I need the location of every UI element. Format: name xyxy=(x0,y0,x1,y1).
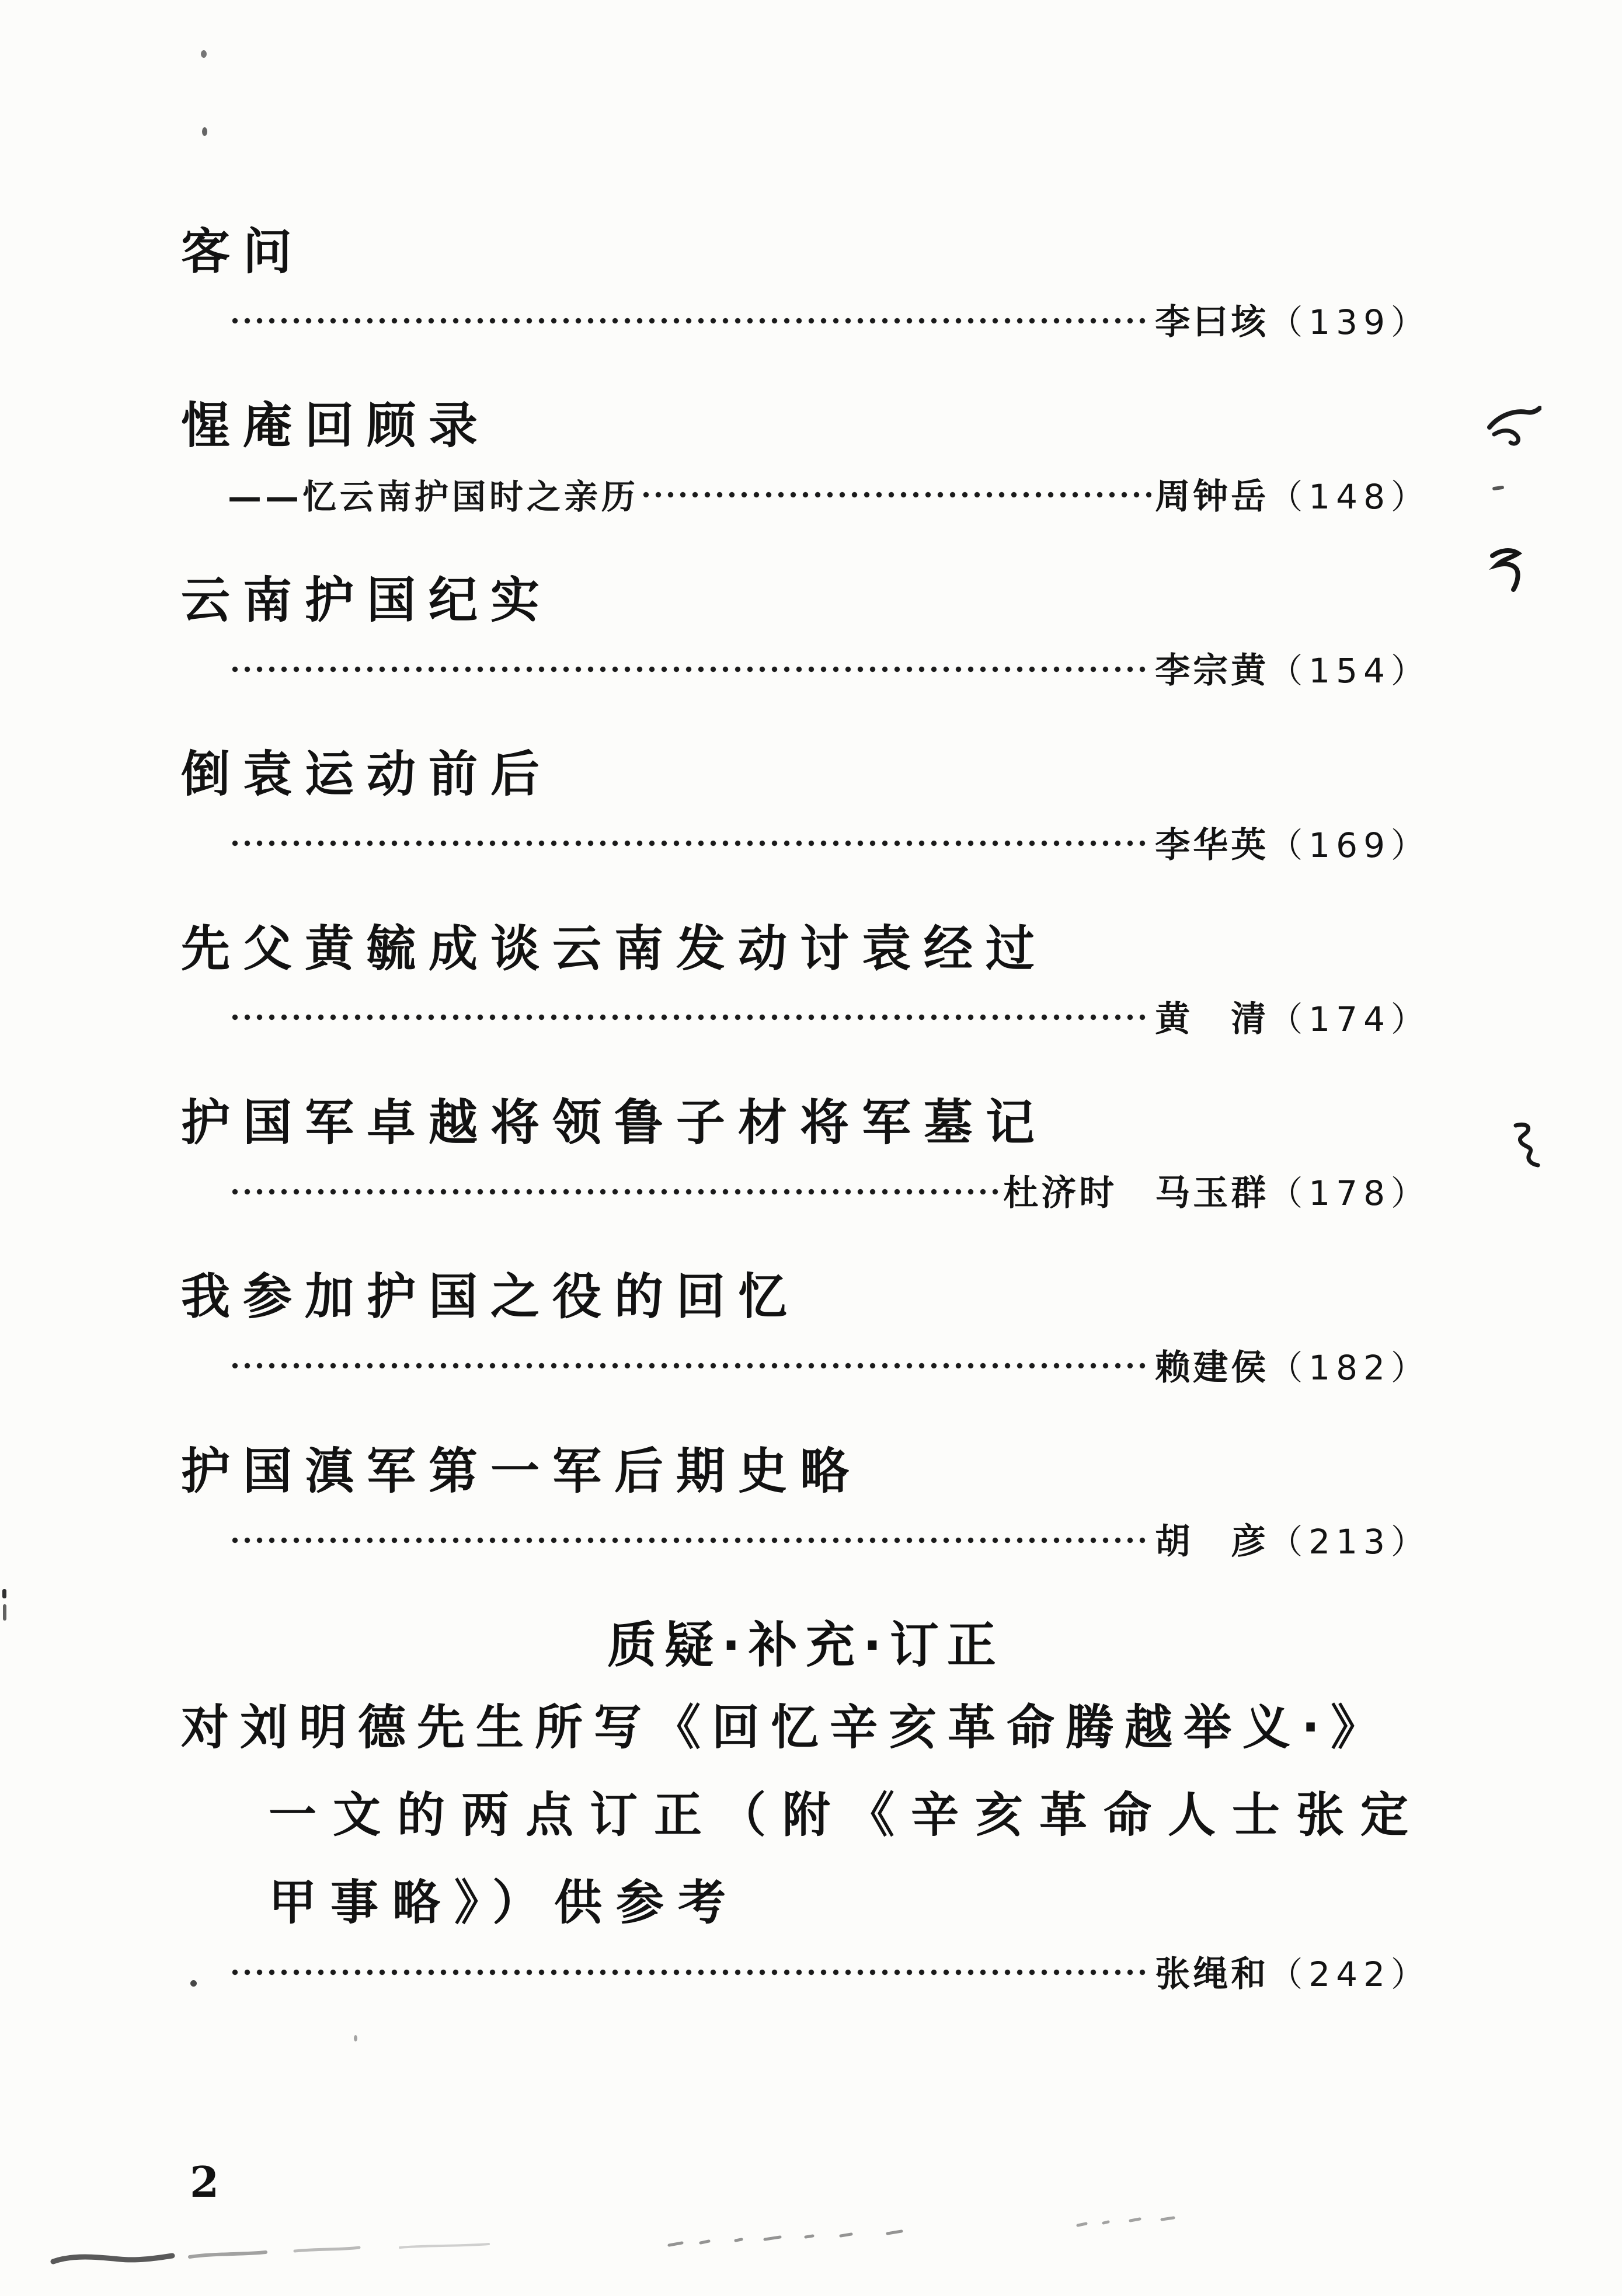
dot-leader xyxy=(228,1518,1151,1560)
toc-entry xyxy=(181,1093,1430,1214)
toc-entry xyxy=(181,223,1430,343)
dot-leader xyxy=(639,473,1151,515)
dot-leader xyxy=(228,298,1151,340)
entry-title-line-1: 对刘明德先生所写《回忆辛亥革命腾越举义·》 xyxy=(181,1699,1390,1755)
entry-leader-row xyxy=(228,473,1430,515)
entry-page-number: （139） xyxy=(1269,302,1430,343)
entry-leader-row xyxy=(228,1518,1430,1563)
entry-title: 倒袁运动前后 xyxy=(181,745,553,803)
dot-leader xyxy=(228,1950,1151,1992)
scan-specks-icon xyxy=(1074,2214,1185,2231)
entry-title: 惺庵回顾录 xyxy=(181,397,491,455)
toc-entry xyxy=(181,571,1430,692)
entry-author: 黄 清 xyxy=(1155,998,1269,1040)
entry-title: 先父黄毓成谈云南发动讨袁经过 xyxy=(181,919,1048,977)
entry-page-number: （242） xyxy=(1269,1954,1430,1994)
entry-page-number: （169） xyxy=(1269,825,1430,865)
toc-entry xyxy=(181,397,1430,517)
entry-author: 杜济时 马玉群 xyxy=(1003,1173,1269,1214)
dot-leader xyxy=(228,821,1151,863)
toc-entry xyxy=(181,919,1430,1040)
entry-author: 张绳和 xyxy=(1155,1953,1269,1995)
entry-title-line-3: 甲事略》）供参考 xyxy=(269,1875,740,1931)
toc-entry-multiline xyxy=(181,1684,1430,1995)
entry-leader-row xyxy=(228,821,1430,866)
dot-leader xyxy=(228,1169,1000,1211)
scan-edge-mark xyxy=(3,1604,6,1621)
ink-smudge-icon xyxy=(1488,543,1531,595)
dot-leader xyxy=(228,995,1151,1037)
entry-leader-row xyxy=(228,995,1430,1040)
scan-specks-icon xyxy=(666,2229,911,2252)
scan-edge-mark xyxy=(2,1589,6,1598)
entry-author: 周钟岳 xyxy=(1155,476,1269,517)
entry-title-line-2: 一文的两点订正（附《辛亥革命人士张定 xyxy=(269,1787,1425,1843)
entry-title: 我参加护国之役的回忆 xyxy=(181,1268,800,1326)
entry-page-number: （148） xyxy=(1269,476,1430,517)
dot-leader xyxy=(228,1344,1151,1386)
ink-smudge-icon xyxy=(1486,403,1541,450)
entry-title: 护国军卓越将领鲁子材将军墓记 xyxy=(181,1093,1048,1151)
entry-leader-row xyxy=(228,1950,1430,1995)
entry-title: 护国滇军第一军后期史略 xyxy=(181,1442,862,1500)
entry-author: 李宗黄 xyxy=(1155,650,1269,692)
ink-smudge-icon xyxy=(1508,1121,1543,1170)
entry-page-number: （178） xyxy=(1269,1173,1430,1214)
entry-leader-row xyxy=(228,647,1430,692)
scan-speck xyxy=(354,2035,357,2041)
toc-entry xyxy=(181,1442,1430,1563)
toc-entry xyxy=(181,745,1430,866)
dot-leader xyxy=(228,647,1151,689)
entry-author: 胡 彦 xyxy=(1155,1521,1269,1563)
scan-speck xyxy=(202,127,207,136)
entry-page-number: （174） xyxy=(1269,999,1430,1039)
folio-page-number: 2 xyxy=(190,2157,220,2207)
toc-entry xyxy=(181,1268,1430,1388)
entry-page-number: （154） xyxy=(1269,651,1430,691)
scan-dash xyxy=(1492,486,1505,491)
pencil-smudge-icon xyxy=(50,2242,493,2274)
entry-subtitle: ——忆云南护国时之亲历 xyxy=(228,476,639,517)
entry-leader-row xyxy=(228,1344,1430,1386)
entry-title: 云南护国纪实 xyxy=(181,571,553,629)
entry-author: 李华英 xyxy=(1155,824,1269,866)
section-heading: 质疑·补充·订正 xyxy=(607,1616,1004,1674)
scan-speck xyxy=(201,50,207,58)
entry-author: 李曰垓 xyxy=(1155,302,1269,343)
entry-page-number: （182） xyxy=(1269,1347,1430,1388)
entry-leader-row xyxy=(228,1169,1430,1214)
entry-page-number: （213） xyxy=(1269,1522,1430,1562)
toc-content xyxy=(181,223,1430,1995)
entry-author: 赖建侯 xyxy=(1155,1347,1269,1388)
entry-leader-row xyxy=(228,298,1430,343)
entry-title: 客问 xyxy=(181,223,305,280)
